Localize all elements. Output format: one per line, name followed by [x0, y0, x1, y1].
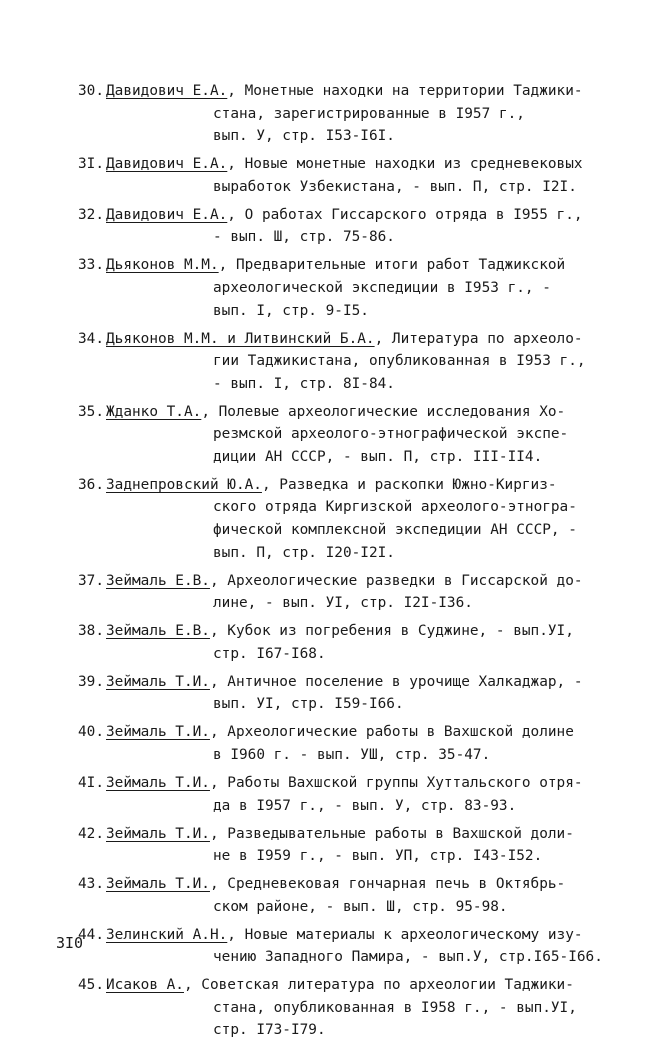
- entry-body: [106, 873, 565, 896]
- entry-continuation-line: вып. П, стр. I20-I2I.: [213, 544, 395, 561]
- entry-number: 37.: [78, 572, 104, 589]
- entry-first-line: [78, 328, 638, 351]
- entry-continuation-line: вып. УI, стр. I59-I66.: [213, 696, 404, 713]
- bibliography-entry: [78, 328, 638, 396]
- entry-body: [106, 671, 583, 694]
- bibliography-list: [78, 80, 638, 1047]
- entry-author: Жданко Т.А.: [106, 403, 202, 420]
- entry-continuation-line: резмской археолого-этнографической экспе-: [213, 426, 569, 443]
- entry-first-line: [78, 401, 638, 424]
- entry-first-line: [78, 671, 638, 694]
- entry-continuation-line: вып. У, стр. I53-I6I.: [213, 128, 395, 145]
- entry-number: 39.: [78, 673, 104, 690]
- entry-number: 3I.: [78, 156, 104, 173]
- entry-continuation-line: - вып. Ш, стр. 75-86.: [213, 229, 395, 246]
- bibliography-entry: [78, 620, 638, 665]
- entry-continuation-line: вып. I, стр. 9-I5.: [213, 302, 369, 319]
- entry-first-line: [78, 153, 638, 176]
- entry-continuation-line: стр. I73-I79.: [213, 1022, 326, 1039]
- entry-body: [106, 328, 583, 351]
- entry-number: 32.: [78, 206, 104, 223]
- entry-continuation-line: да в I957 г., - вып. У, стр. 83-93.: [213, 797, 517, 814]
- entry-continuation-line: лине, - вып. УI, стр. I2I-I36.: [213, 595, 473, 612]
- entry-first-line: [78, 254, 638, 277]
- entry-body: [106, 153, 583, 176]
- entry-body: [106, 254, 565, 277]
- bibliography-entry: [78, 570, 638, 615]
- bibliography-entry: [78, 924, 638, 969]
- entry-continuation-line: гии Таджикистана, опубликованная в I953 г.,: [213, 353, 586, 370]
- entry-author: Заднепровский Ю.А.: [106, 476, 262, 493]
- bibliography-entry: [78, 153, 638, 198]
- entry-title: , Полевые археологические исследования Хо-: [201, 403, 566, 420]
- entry-body: [106, 772, 583, 795]
- entry-number: 45.: [78, 977, 104, 994]
- bibliography-entry: [78, 772, 638, 817]
- bibliography-entry: [78, 474, 638, 564]
- bibliography-entry: [78, 204, 638, 249]
- entry-continuation-line: фической комплексной экспедиции АН СССР, -: [213, 522, 577, 539]
- entry-title: , О работах Гиссарского отряда в I955 г.,: [227, 206, 583, 223]
- entry-first-line: [78, 204, 638, 227]
- entry-continuation-line: археологической экспедиции в I953 г., -: [213, 279, 551, 296]
- entry-continuation-line: ского отряда Киргизской археолого-этногра-: [213, 499, 577, 516]
- entry-continuation-line: стана, зарегистрированные в I957 г.,: [213, 105, 525, 122]
- entry-first-line: [78, 772, 638, 795]
- entry-author: Дьяконов М.М.: [106, 257, 219, 274]
- entry-continuation-line: - вып. I, стр. 8I-84.: [213, 375, 395, 392]
- entry-continuation-line: не в I959 г., - вып. УП, стр. I43-I52.: [213, 848, 543, 865]
- entry-title: , Археологические разведки в Гиссарской до-: [209, 572, 583, 589]
- entry-title: , Работы Вахшской группы Хуттальского отря-: [209, 774, 583, 791]
- entry-title: , Средневековая гончарная печь в Октябрь-: [209, 876, 566, 893]
- entry-author: Зеймаль Е.В.: [106, 572, 210, 589]
- entry-continuation-line: чению Западного Памира, - вып.У, стр.I65-I66.: [213, 949, 603, 966]
- entry-body: [106, 570, 583, 593]
- bibliography-entry: [78, 80, 638, 148]
- entry-title: , Предварительные итоги работ Таджикской: [218, 257, 566, 274]
- bibliography-entry: [78, 873, 638, 918]
- entry-body: [106, 474, 557, 497]
- entry-body: [106, 924, 583, 947]
- page-number: 3I0: [56, 934, 84, 952]
- entry-author: Зеймаль Е.В.: [106, 623, 210, 640]
- entry-number: 4I.: [78, 774, 104, 791]
- bibliography-entry: [78, 254, 638, 322]
- entry-title: , Разведка и раскопки Южно-Киргиз-: [261, 476, 557, 493]
- entry-title: , Монетные находки на территории Таджики-: [227, 83, 583, 99]
- entry-author: Зеймаль Т.И.: [106, 673, 210, 690]
- entry-author: Давидович Е.А.: [106, 156, 228, 173]
- entry-continuation-line: стана, опубликованная в I958 г., - вып.УI,: [213, 999, 577, 1016]
- entry-first-line: [78, 721, 638, 744]
- entry-title: , Новые монетные находки из средневековых: [227, 156, 583, 173]
- entry-continuation-line: выработок Узбекистана, - вып. П, стр. I2I.: [213, 178, 577, 195]
- entry-author: Зеймаль Т.И.: [106, 724, 210, 741]
- entry-first-line: [78, 474, 638, 497]
- entry-first-line: [78, 974, 638, 997]
- entry-title: , Археологические работы в Вахшской долине: [209, 724, 574, 741]
- entry-continuation-line: стр. I67-I68.: [213, 645, 326, 662]
- entry-body: [106, 401, 565, 424]
- entry-author: Давидович Е.А.: [106, 83, 228, 99]
- entry-number: 30.: [78, 83, 104, 99]
- entry-body: [106, 823, 574, 846]
- entry-continuation-line: диции АН СССР, - вып. П, стр. III-II4.: [213, 448, 543, 465]
- entry-number: 33.: [78, 257, 104, 274]
- entry-first-line: [78, 620, 638, 643]
- entry-number: 38.: [78, 623, 104, 640]
- entry-author: Зеймаль Т.И.: [106, 825, 210, 842]
- bibliography-entry: [78, 823, 638, 868]
- entry-title: , Разведывательные работы в Вахшской доли-: [209, 825, 574, 842]
- entry-number: 42.: [78, 825, 104, 842]
- bibliography-entry: [78, 721, 638, 766]
- entry-body: [106, 620, 574, 643]
- entry-continuation-line: ском районе, - вып. Ш, стр. 95-98.: [213, 898, 508, 915]
- entry-author: Исаков А.: [106, 977, 184, 994]
- entry-first-line: [78, 873, 638, 896]
- entry-number: 36.: [78, 476, 104, 493]
- entry-title: , Кубок из погребения в Суджине, - вып.УI,: [209, 623, 574, 640]
- entry-first-line: [78, 80, 638, 103]
- entry-body: [106, 974, 574, 997]
- entry-author: Дьяконов М.М. и Литвинский Б.А.: [106, 330, 375, 347]
- entry-title: , Советская литература по археологии Таджики-: [183, 977, 574, 994]
- entry-author: Зелинский А.Н.: [106, 926, 228, 943]
- entry-author: Зеймаль Т.И.: [106, 876, 210, 893]
- entry-number: 35.: [78, 403, 104, 420]
- entry-number: 44.: [78, 926, 104, 943]
- entry-number: 34.: [78, 330, 104, 347]
- entry-body: [106, 721, 574, 744]
- entry-title: , Литература по археоло-: [374, 330, 583, 347]
- entry-number: 43.: [78, 876, 104, 893]
- entry-author: Зеймаль Т.И.: [106, 774, 210, 791]
- bibliography-entry: [78, 671, 638, 716]
- bibliography-entry: [78, 401, 638, 469]
- entry-body: [106, 80, 583, 103]
- entry-first-line: [78, 924, 638, 947]
- entry-continuation-line: в I960 г. - вып. УШ, стр. 35-47.: [213, 746, 491, 763]
- entry-title: , Новые материалы к археологическому изу-: [227, 926, 583, 943]
- entry-body: [106, 204, 583, 227]
- entry-first-line: [78, 823, 638, 846]
- entry-number: 40.: [78, 724, 104, 741]
- entry-first-line: [78, 570, 638, 593]
- entry-title: , Античное поселение в урочище Халкаджар, -: [209, 673, 583, 690]
- entry-author: Давидович Е.А.: [106, 206, 228, 223]
- bibliography-entry: [78, 974, 638, 1042]
